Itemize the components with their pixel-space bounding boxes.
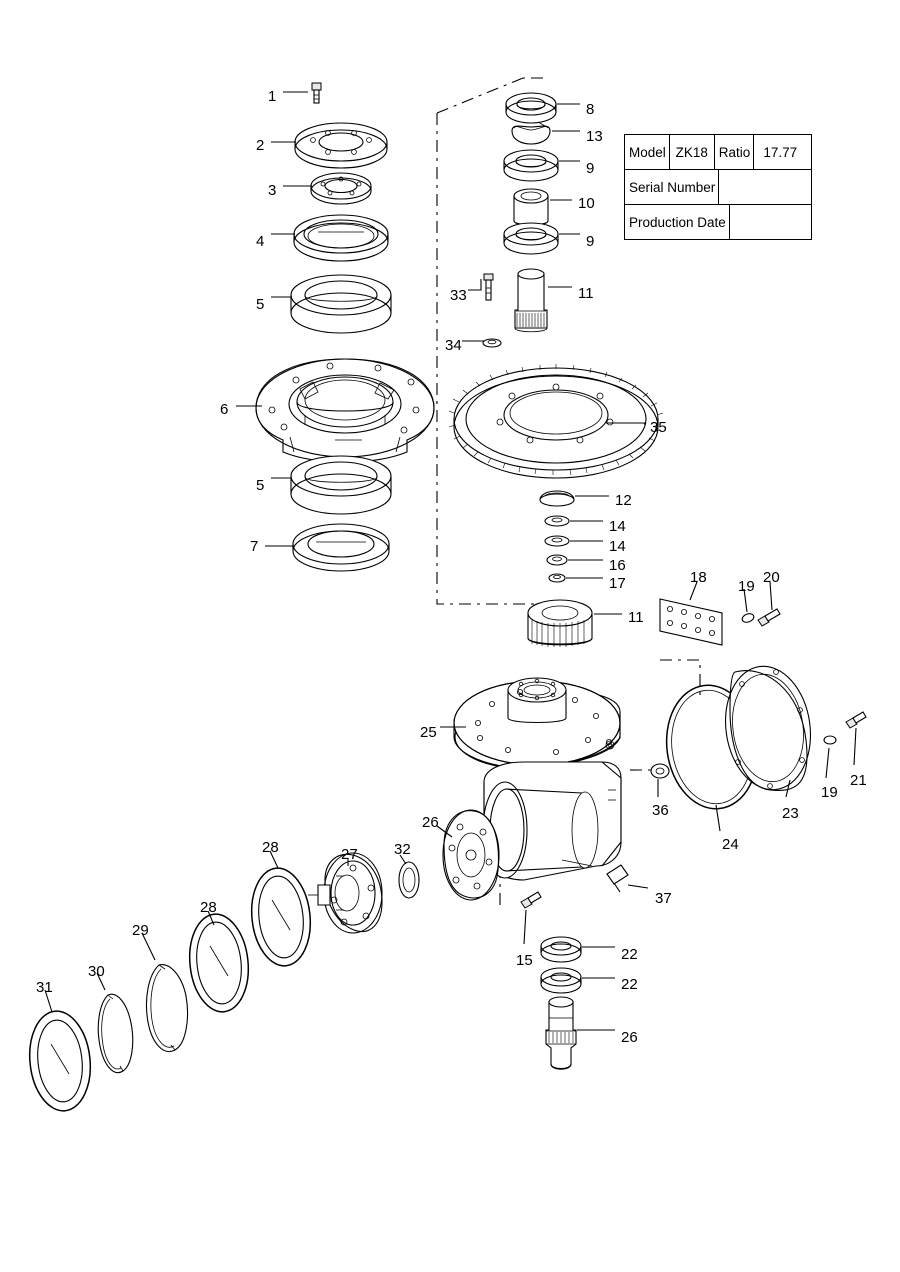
part-8-bearing (506, 93, 556, 123)
nameplate-row-production (625, 205, 811, 239)
part-22-bearing-lower (541, 968, 581, 993)
part-33-bolt (484, 274, 493, 300)
callout-15: 15 (516, 952, 533, 969)
callout-18: 18 (690, 569, 707, 586)
part-13-snap-ring (512, 122, 550, 144)
callout-9: 9 (586, 160, 595, 177)
callout-5: 5 (256, 477, 265, 494)
callout-34: 34 (445, 337, 462, 354)
callout-37: 37 (655, 890, 672, 907)
model-value: ZK18 (669, 135, 714, 169)
ratio-value: 17.77 (753, 135, 806, 169)
part-3-cover-ring (311, 173, 371, 204)
part-26-output-shaft (546, 997, 576, 1069)
production-date-label: Production Date (629, 214, 726, 230)
callout-3: 3 (268, 182, 277, 199)
part-32-ring (399, 862, 419, 898)
part-31-seal-ring (25, 1008, 95, 1114)
part-10-spacer-sleeve (514, 189, 548, 226)
part-2-flange-plate (295, 123, 387, 168)
callout-7: 7 (250, 538, 259, 555)
callout-29: 29 (132, 922, 149, 939)
part-5-bearing-race-lower (291, 456, 391, 514)
part-1-bolt (312, 83, 321, 103)
part-19-washer-right-upper (741, 612, 755, 624)
callout-28: 28 (262, 839, 279, 856)
callout-30: 30 (88, 963, 105, 980)
callout-19: 19 (821, 784, 838, 801)
part-14-washer-upper (545, 516, 569, 526)
production-date-value (729, 205, 811, 239)
nameplate-table (624, 134, 812, 240)
callout-20: 20 (763, 569, 780, 586)
part-5-bearing-race-upper (291, 275, 391, 333)
serial-number-label: Serial Number (629, 179, 716, 195)
callout-23: 23 (782, 805, 799, 822)
model-label: Model (629, 144, 666, 160)
callout-22: 22 (621, 946, 638, 963)
part-26-hub-plate (443, 810, 499, 900)
callout-9: 9 (586, 233, 595, 250)
callout-24: 24 (722, 836, 739, 853)
part-17-lock-nut (549, 574, 565, 582)
part-29-snap-ring-large (146, 965, 187, 1052)
part-9-bearing-lower (504, 223, 558, 254)
callout-16: 16 (609, 557, 626, 574)
part-27-coupling-assembly (308, 853, 382, 933)
part-21-bolt (846, 712, 866, 728)
callout-26: 26 (621, 1029, 638, 1046)
callout-4: 4 (256, 233, 265, 250)
part-18-mounting-strip (660, 599, 722, 645)
part-28-ring-right (247, 865, 315, 969)
callout-12: 12 (615, 492, 632, 509)
callout-13: 13 (586, 128, 603, 145)
callout-17: 17 (609, 575, 626, 592)
callout-2: 2 (256, 137, 265, 154)
callout-11: 11 (628, 609, 644, 626)
callout-14: 14 (609, 518, 626, 535)
callout-25: 25 (420, 724, 437, 741)
callout-5: 5 (256, 296, 265, 313)
part-15-bolt (521, 892, 541, 908)
serial-number-value (718, 170, 811, 204)
part-30-snap-ring-small (98, 994, 132, 1072)
callout-28: 28 (200, 899, 217, 916)
part-6-main-housing (256, 359, 434, 462)
callout-32: 32 (394, 841, 411, 858)
callout-22: 22 (621, 976, 638, 993)
part-14-washer-lower (545, 536, 569, 546)
part-11-pinion-shaft-upper (515, 269, 547, 332)
ratio-label: Ratio (714, 135, 754, 169)
part-7-bottom-seal (293, 524, 389, 571)
callout-33: 33 (450, 287, 467, 304)
callout-35: 35 (650, 419, 667, 436)
part-34-washer (483, 339, 501, 347)
part-35-ring-gear (449, 364, 663, 478)
callout-19: 19 (738, 578, 755, 595)
callout-10: 10 (578, 195, 595, 212)
callout-27: 27 (341, 846, 358, 863)
part-20-bolt (758, 609, 780, 626)
part-36-plug (651, 764, 669, 778)
part-16-nut (547, 555, 567, 565)
part-11-pinion-gear (528, 600, 592, 647)
part-9-bearing-upper (504, 150, 558, 181)
callout-6: 6 (220, 401, 229, 418)
nameplate-row-serial (625, 170, 811, 205)
callout-14: 14 (609, 538, 626, 555)
nameplate-row-model (625, 135, 811, 170)
callout-26: 26 (422, 814, 439, 831)
callout-36: 36 (652, 802, 669, 819)
part-12-cap (540, 491, 574, 506)
part-22-bearing-upper (541, 937, 581, 962)
callout-21: 21 (850, 772, 867, 789)
callout-11: 11 (578, 285, 594, 302)
part-19-washer-right-lower (824, 736, 836, 744)
callout-8: 8 (586, 101, 595, 118)
part-23-end-cover (718, 661, 818, 795)
part-4-seal-ring (294, 215, 388, 261)
callout-31: 31 (36, 979, 53, 996)
callout-1: 1 (268, 88, 277, 105)
part-37-fitting (607, 865, 628, 892)
part-28-ring-left (185, 911, 253, 1015)
